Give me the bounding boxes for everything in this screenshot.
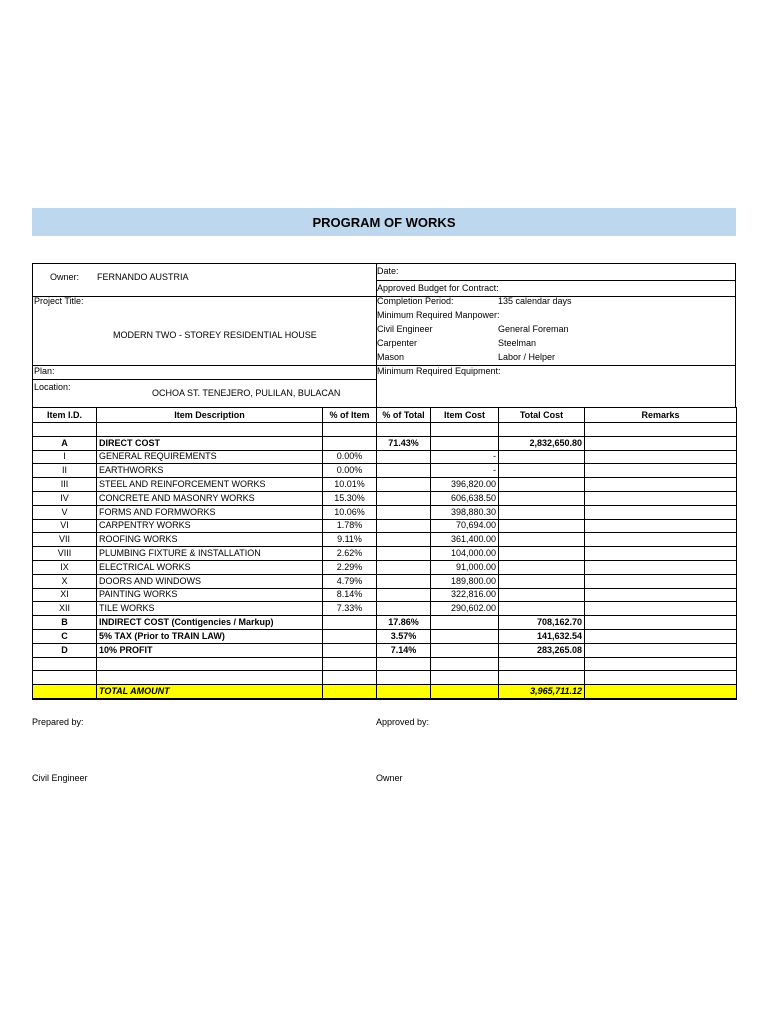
col-header-percent-total: % of Total	[377, 408, 431, 423]
cell-total-cost	[499, 505, 585, 519]
cell-item-description	[97, 657, 323, 671]
cell-total-cost: 283,265.08	[499, 643, 585, 657]
cell-item-id: C	[33, 629, 97, 643]
cell-percent-of-total: 71.43%	[377, 436, 431, 450]
manpower-carpenter: Carpenter	[377, 338, 418, 348]
cell-item-description: GENERAL REQUIREMENTS	[97, 450, 323, 464]
program-of-works-table	[32, 407, 737, 700]
cell-item-cost	[431, 423, 499, 437]
cell-percent-of-item	[323, 657, 377, 671]
cell-item-id: VIII	[33, 547, 97, 561]
cell-total-cost	[499, 657, 585, 671]
cell-remarks	[585, 478, 737, 492]
cell-remarks	[585, 671, 737, 685]
cell-percent-of-item	[323, 643, 377, 657]
cell-item-description	[97, 423, 323, 437]
cell-percent-of-total	[377, 560, 431, 574]
cell-item-cost	[431, 671, 499, 685]
cell-percent-of-total	[377, 491, 431, 505]
cell-percent-of-total	[377, 574, 431, 588]
approved-by-label: Approved by:	[376, 717, 430, 727]
cell-percent-of-item: 15.30%	[323, 491, 377, 505]
cell-percent-of-item: 10.06%	[323, 505, 377, 519]
cell-total-cost	[499, 533, 585, 547]
cell-item-description: ELECTRICAL WORKS	[97, 560, 323, 574]
table-row	[33, 588, 737, 602]
location-value: OCHOA ST. TENEJERO, PULILAN, BULACAN	[152, 388, 341, 398]
col-header-item-description: Item Description	[97, 408, 323, 423]
table-row	[33, 560, 737, 574]
cell-item-id: IX	[33, 560, 97, 574]
table-row	[33, 616, 737, 630]
cell-remarks	[585, 602, 737, 616]
cell-percent-of-item: 9.11%	[323, 533, 377, 547]
budget-label: Approved Budget for Contract:	[377, 283, 499, 293]
cell-percent-of-total	[377, 547, 431, 561]
manpower-labor-helper: Labor / Helper	[498, 352, 556, 362]
cell-item-id	[33, 657, 97, 671]
cell-remarks	[585, 643, 737, 657]
cell-item-description: FORMS AND FORMWORKS	[97, 505, 323, 519]
cell-item-id: VII	[33, 533, 97, 547]
cell-percent-of-item: 2.29%	[323, 560, 377, 574]
equipment-label: Minimum Required Equipment:	[377, 366, 501, 376]
cell-remarks	[585, 423, 737, 437]
date-label: Date:	[377, 266, 399, 276]
cell-percent-of-total: 3.57%	[377, 629, 431, 643]
info-divider-project	[33, 365, 376, 366]
total-amount-value: 3,965,711.12	[499, 685, 585, 699]
cell-total-cost: 2,832,650.80	[499, 436, 585, 450]
cell-item-id	[33, 423, 97, 437]
cell-remarks	[585, 588, 737, 602]
cell-item-cost: 189,800.00	[431, 574, 499, 588]
cell-total-cost	[499, 547, 585, 561]
cell-item-id	[33, 671, 97, 685]
cell-total-cost	[499, 464, 585, 478]
cell-total-cost	[499, 423, 585, 437]
cell-percent-of-item: 0.00%	[323, 464, 377, 478]
cell-item-id: XI	[33, 588, 97, 602]
cell-remarks	[585, 491, 737, 505]
cell-percent-of-total	[377, 450, 431, 464]
cell-item-id: XII	[33, 602, 97, 616]
table-row	[33, 436, 737, 450]
cell-item-id: X	[33, 574, 97, 588]
cell-item-cost: 606,638.50	[431, 491, 499, 505]
cell-total-cost	[499, 574, 585, 588]
col-header-percent-item: % of Item	[323, 408, 377, 423]
prepared-by-role: Civil Engineer	[32, 773, 88, 783]
col-header-remarks: Remarks	[585, 408, 737, 423]
cell-percent-of-item: 1.78%	[323, 519, 377, 533]
cell-percent-of-total	[377, 423, 431, 437]
col-header-item-id: Item I.D.	[33, 408, 97, 423]
cell-remarks	[585, 547, 737, 561]
cell-total-cost	[499, 450, 585, 464]
cell-item-cost: 104,000.00	[431, 547, 499, 561]
cell-item-cost: 322,816.00	[431, 588, 499, 602]
cell-item-id: IV	[33, 491, 97, 505]
cell-item-cost	[431, 657, 499, 671]
cell-total-cost	[499, 491, 585, 505]
cell-item-id: V	[33, 505, 97, 519]
col-header-total-cost: Total Cost	[499, 408, 585, 423]
cell-item-id: B	[33, 616, 97, 630]
cell-item-cost: -	[431, 464, 499, 478]
plan-label: Plan:	[34, 366, 55, 376]
table-row	[33, 478, 737, 492]
cell-item-id: VI	[33, 519, 97, 533]
table-row	[33, 519, 737, 533]
cell-total-cost	[499, 671, 585, 685]
cell-item-cost	[431, 643, 499, 657]
table-row	[33, 671, 737, 685]
cell-item-cost: 361,400.00	[431, 533, 499, 547]
cell-item-cost: 290,602.00	[431, 602, 499, 616]
cell-percent-of-total	[377, 588, 431, 602]
cell-percent-of-total	[377, 671, 431, 685]
table-header-row	[33, 408, 737, 423]
cell-remarks	[585, 629, 737, 643]
info-divider-owner	[33, 296, 376, 297]
cell-item-cost: 396,820.00	[431, 478, 499, 492]
manpower-steelman: Steelman	[498, 338, 537, 348]
total-amount-row	[33, 685, 737, 699]
cell-percent-of-item	[323, 423, 377, 437]
cell-percent-of-item: 0.00%	[323, 450, 377, 464]
cell-percent-of-item	[323, 671, 377, 685]
cell-percent-of-item	[323, 629, 377, 643]
cell-item-description: EARTHWORKS	[97, 464, 323, 478]
completion-label: Completion Period:	[377, 296, 454, 306]
table-row	[33, 423, 737, 437]
cell-total-cost	[499, 560, 585, 574]
cell-item-description: STEEL AND REINFORCEMENT WORKS	[97, 478, 323, 492]
table-row	[33, 657, 737, 671]
cell-item-description: CARPENTRY WORKS	[97, 519, 323, 533]
cell-item-description: DIRECT COST	[97, 436, 323, 450]
info-divider-date	[376, 280, 736, 281]
cell-percent-of-item	[323, 436, 377, 450]
cell-remarks	[585, 519, 737, 533]
cell-item-description	[97, 671, 323, 685]
cell-remarks	[585, 533, 737, 547]
owner-value: FERNANDO AUSTRIA	[97, 272, 189, 282]
table-row	[33, 491, 737, 505]
cell-item-description: DOORS AND WINDOWS	[97, 574, 323, 588]
cell-item-cost	[431, 436, 499, 450]
cell-percent-of-total	[377, 464, 431, 478]
table-row	[33, 505, 737, 519]
cell-percent-of-item: 2.62%	[323, 547, 377, 561]
cell-item-description: TILE WORKS	[97, 602, 323, 616]
cell-item-cost: 91,000.00	[431, 560, 499, 574]
owner-label: Owner:	[50, 272, 80, 282]
cell-item-id: III	[33, 478, 97, 492]
cell-item-description: 5% TAX (Prior to TRAIN LAW)	[97, 629, 323, 643]
cell-total-cost	[499, 519, 585, 533]
cell-item-id: A	[33, 436, 97, 450]
cell-remarks	[585, 657, 737, 671]
cell-item-id: D	[33, 643, 97, 657]
page-title: PROGRAM OF WORKS	[32, 208, 736, 236]
manpower-general-foreman: General Foreman	[498, 324, 569, 334]
cell-total-cost: 708,162.70	[499, 616, 585, 630]
cell-item-cost: 70,694.00	[431, 519, 499, 533]
cell-percent-of-item: 8.14%	[323, 588, 377, 602]
cell-total-cost	[499, 602, 585, 616]
cell-percent-of-total	[377, 533, 431, 547]
cell-total-cost	[499, 478, 585, 492]
table-row	[33, 533, 737, 547]
cell-item-cost	[431, 629, 499, 643]
cell-item-id: II	[33, 464, 97, 478]
cell-percent-of-item: 7.33%	[323, 602, 377, 616]
table-row	[33, 547, 737, 561]
cell-item-description: PAINTING WORKS	[97, 588, 323, 602]
cell-item-cost: -	[431, 450, 499, 464]
manpower-mason: Mason	[377, 352, 405, 362]
table-row	[33, 450, 737, 464]
cell-item-description: PLUMBING FIXTURE & INSTALLATION	[97, 547, 323, 561]
cell-percent-of-item	[323, 616, 377, 630]
table-row	[33, 602, 737, 616]
cell-percent-of-total	[377, 478, 431, 492]
cell-percent-of-item: 10.01%	[323, 478, 377, 492]
manpower-label: Minimum Required Manpower:	[377, 310, 500, 320]
cell-total-cost	[499, 588, 585, 602]
cell-remarks	[585, 616, 737, 630]
manpower-civil-engineer: Civil Engineer	[377, 324, 433, 334]
cell-percent-of-total: 17.86%	[377, 616, 431, 630]
col-header-item-cost: Item Cost	[431, 408, 499, 423]
project-title-label: Project Title:	[34, 296, 84, 306]
cell-item-cost: 398,880.30	[431, 505, 499, 519]
cell-remarks	[585, 450, 737, 464]
cell-total-cost: 141,632.54	[499, 629, 585, 643]
cell-item-cost	[431, 616, 499, 630]
cell-percent-of-total	[377, 602, 431, 616]
cell-item-id: I	[33, 450, 97, 464]
table-row	[33, 629, 737, 643]
cell-percent-of-total: 7.14%	[377, 643, 431, 657]
table-row	[33, 464, 737, 478]
cell-percent-of-total	[377, 519, 431, 533]
cell-remarks	[585, 574, 737, 588]
cell-item-description: INDIRECT COST (Contigencies / Markup)	[97, 616, 323, 630]
total-amount-label: TOTAL AMOUNT	[97, 685, 323, 699]
table-row	[33, 643, 737, 657]
cell-percent-of-total	[377, 657, 431, 671]
location-label: Location:	[34, 382, 71, 392]
cell-percent-of-item: 4.79%	[323, 574, 377, 588]
cell-percent-of-total	[377, 505, 431, 519]
cell-remarks	[585, 505, 737, 519]
cell-item-description: ROOFING WORKS	[97, 533, 323, 547]
cell-remarks	[585, 464, 737, 478]
cell-remarks	[585, 560, 737, 574]
cell-remarks	[585, 436, 737, 450]
project-title-value: MODERN TWO - STOREY RESIDENTIAL HOUSE	[113, 330, 317, 340]
cell-item-description: CONCRETE AND MASONRY WORKS	[97, 491, 323, 505]
info-divider-plan	[33, 379, 376, 380]
approved-by-role: Owner	[376, 773, 403, 783]
table-row	[33, 574, 737, 588]
cell-item-description: 10% PROFIT	[97, 643, 323, 657]
prepared-by-label: Prepared by:	[32, 717, 84, 727]
completion-value: 135 calendar days	[498, 296, 572, 306]
